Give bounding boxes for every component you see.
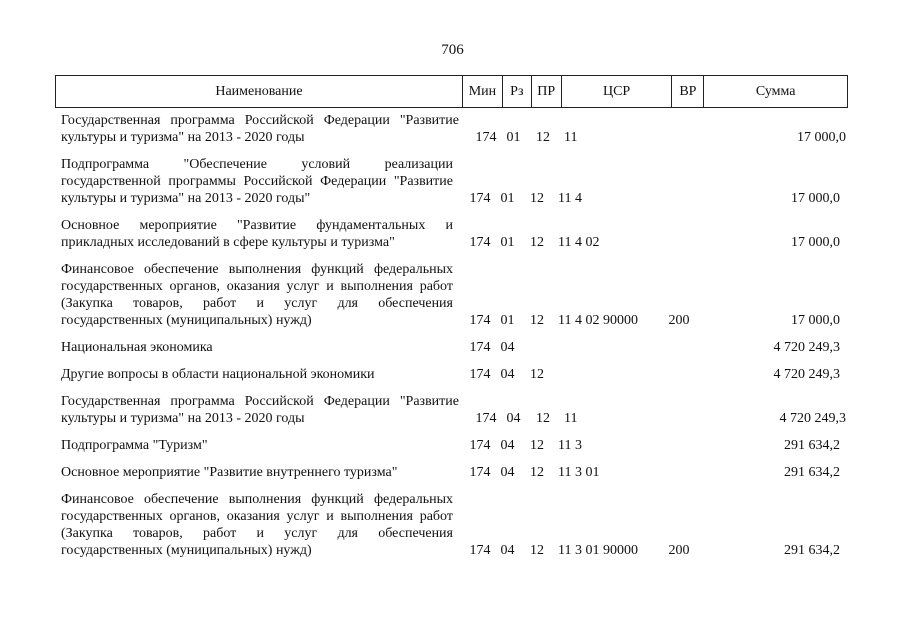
row-csr: 11 3 01 90000 — [558, 543, 638, 558]
row-name: Основное мероприятие "Развитие внутреннего туризма" — [61, 465, 398, 480]
row-csr: 11 4 02 90000 — [558, 313, 638, 328]
row-rz: 04 — [500, 340, 515, 355]
row-sum: 291 634,2 — [784, 438, 840, 453]
row-rz: 01 — [500, 191, 515, 206]
table-header — [55, 75, 848, 108]
header-csr: ЦСР — [562, 76, 673, 107]
row-pr: 12 — [536, 411, 550, 426]
row-name: Государственная программа Российской Федерации "Развитие культуры и туризма" на 2013 - 2020 годы — [61, 394, 459, 426]
row-sum: 4 720 249,3 — [773, 340, 840, 355]
row-min: 174 — [469, 313, 491, 328]
header-sum: Сумма — [755, 83, 796, 99]
row-csr: 11 4 02 — [558, 235, 600, 250]
row-pr: 12 — [530, 367, 544, 382]
row-pr: 12 — [530, 465, 544, 480]
row-rz: 04 — [500, 465, 515, 480]
row-csr: 11 3 — [558, 438, 582, 453]
row-vr: 200 — [668, 543, 690, 558]
row-pr: 12 — [530, 235, 544, 250]
table-row — [55, 156, 848, 207]
table-row — [55, 112, 848, 146]
row-min: 174 — [469, 367, 491, 382]
header-rz: Рз — [503, 76, 532, 107]
row-sum: 17 000,0 — [791, 313, 840, 328]
row-sum: 4 720 249,3 — [773, 367, 840, 382]
table-body — [55, 112, 848, 569]
row-sum: 17 000,0 — [791, 235, 840, 250]
row-csr: 11 — [564, 130, 578, 145]
header-min: Мин — [463, 76, 503, 107]
row-rz: 01 — [500, 235, 515, 250]
header-name: Наименование — [56, 76, 463, 107]
row-vr: 200 — [668, 313, 690, 328]
row-pr: 12 — [530, 543, 544, 558]
table-row — [55, 437, 848, 454]
row-name: Финансовое обеспечение выполнения функций федеральных государственных органов, оказания услуг и выполнения работ (Закупка товаров, работ и услуг для обеспечения государственных (муниципальных) нужд) — [61, 492, 453, 558]
table-row — [55, 339, 848, 356]
page-number: 706 — [441, 42, 464, 58]
row-sum: 291 634,2 — [784, 465, 840, 480]
header-pr: ПР — [532, 76, 562, 107]
row-pr: 12 — [530, 313, 544, 328]
table-row — [55, 366, 848, 383]
table-row — [55, 464, 848, 481]
row-min: 174 — [469, 543, 491, 558]
row-name: Подпрограмма "Туризм" — [61, 438, 208, 453]
row-rz: 04 — [500, 367, 515, 382]
row-pr: 12 — [530, 438, 544, 453]
row-rz: 01 — [506, 130, 521, 145]
row-sum: 291 634,2 — [784, 543, 840, 558]
row-min: 174 — [469, 465, 491, 480]
row-rz: 04 — [506, 411, 521, 426]
row-name: Основное мероприятие "Развитие фундаментальных и прикладных исследований в сфере культуры и туризма" — [61, 218, 453, 250]
table-row — [55, 491, 848, 559]
row-min: 174 — [469, 235, 491, 250]
row-pr: 12 — [530, 191, 544, 206]
row-name: Государственная программа Российской Федерации "Развитие культуры и туризма" на 2013 - 2020 годы — [61, 113, 459, 145]
row-sum: 17 000,0 — [791, 191, 840, 206]
row-rz: 04 — [500, 543, 515, 558]
row-min: 174 — [469, 340, 491, 355]
row-min: 174 — [475, 411, 497, 426]
row-csr: 11 4 — [558, 191, 582, 206]
row-rz: 01 — [500, 313, 515, 328]
row-name: Финансовое обеспечение выполнения функций федеральных государственных органов, оказания услуг и выполнения работ (Закупка товаров, работ и услуг для обеспечения государственных (муниципальных) нужд) — [61, 262, 453, 328]
row-pr: 12 — [536, 130, 550, 145]
row-sum: 17 000,0 — [797, 130, 846, 145]
table-row — [55, 393, 848, 427]
row-rz: 04 — [500, 438, 515, 453]
row-name: Национальная экономика — [61, 340, 213, 355]
row-min: 174 — [469, 438, 491, 453]
row-min: 174 — [475, 130, 497, 145]
table-row — [55, 261, 848, 329]
table-row — [55, 217, 848, 251]
header-vr: ВР — [672, 76, 704, 107]
row-min: 174 — [469, 191, 491, 206]
row-sum: 4 720 249,3 — [779, 411, 846, 426]
row-csr: 11 — [564, 411, 578, 426]
row-csr: 11 3 01 — [558, 465, 600, 480]
row-name: Другие вопросы в области национальной экономики — [61, 367, 375, 382]
row-name: Подпрограмма "Обеспечение условий реализации государственной программы Российской Федерации "Развитие культуры и туризма" на 2013 - 2020 годы" — [61, 157, 453, 206]
